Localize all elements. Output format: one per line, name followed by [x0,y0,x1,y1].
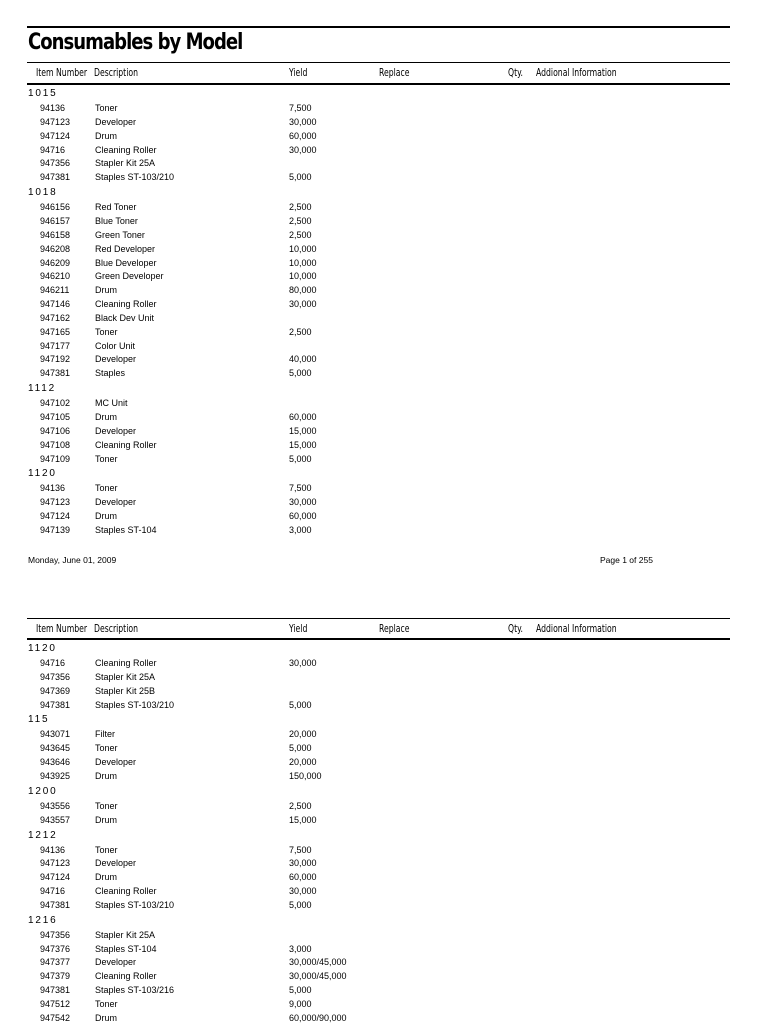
table-row [0,312,768,325]
col-yield: Yield [289,66,308,79]
description-cell: Developer [95,757,137,768]
description-cell: Developer [95,425,137,436]
item-number-cell: 947177 [40,340,71,351]
col-item-number: Item Number [36,622,88,635]
yield-cell: 10,000 [289,243,317,254]
table-row [0,102,768,115]
item-number-cell: 947192 [40,354,71,365]
item-number-cell: 947356 [40,671,71,682]
item-number-cell: 947105 [40,412,71,422]
item-number-cell: 943645 [40,743,71,754]
item-number-cell: 94136 [40,483,66,494]
model-heading: 1216 [28,914,58,926]
yield-cell: 30,000/45,000 [289,971,347,982]
model-heading: 1018 [28,187,58,199]
model-heading: 1015 [28,88,58,99]
description-cell: Developer [95,354,137,365]
page-title: Consumables by Model [28,30,243,55]
item-number-cell: 943925 [40,770,71,781]
table-row [0,171,768,184]
description-cell: Drum [95,1012,117,1023]
item-number-cell: 947106 [40,425,71,436]
description-cell: Cleaning Roller [95,658,157,668]
yield-cell: 15,000 [289,814,317,825]
title-rule [27,26,730,28]
item-number-cell: 947381 [40,699,71,710]
description-cell: Toner [95,800,118,811]
yield-cell: 3,000 [289,943,312,954]
item-number-cell: 947381 [40,899,71,910]
item-number-cell: 947162 [40,312,71,323]
col-replace: Replace [379,66,410,79]
description-cell: Toner [95,453,118,464]
item-number-cell: 947124 [40,130,71,141]
yield-cell: 150,000 [289,770,322,781]
item-number-cell: 947108 [40,439,71,450]
table-row [0,367,768,380]
description-cell: Toner [95,483,118,494]
table-row [0,742,768,755]
description-cell: Staples ST-103/210 [95,172,175,183]
item-number-cell: 947379 [40,971,71,982]
col-qty: Qty. [508,622,523,635]
col-additional-info: Addional Information [536,66,617,79]
column-header-row [0,622,768,638]
yield-cell: 60,000 [289,412,317,422]
col-additional-info: Addional Information [536,622,617,635]
yield-cell: 30,000 [289,116,317,127]
description-cell: Green Toner [95,229,145,240]
yield-cell: 7,500 [289,103,312,113]
table-row [0,984,768,997]
table-row [0,943,768,956]
table-row [0,215,768,228]
table-row [0,439,768,452]
table-row [0,899,768,912]
yield-cell: 5,000 [289,699,312,710]
yield-cell: 30,000 [289,886,317,897]
table-row [0,326,768,339]
description-cell: Staples ST-103/210 [95,899,175,910]
table-row [0,657,768,670]
item-number-cell: 947165 [40,326,71,337]
description-cell: Staples [95,368,126,379]
description-cell: Blue Toner [95,215,138,226]
table-row [0,998,768,1011]
description-cell: Developer [95,497,137,508]
item-number-cell: 947381 [40,985,71,996]
yield-cell: 2,500 [289,202,312,213]
description-cell: Green Developer [95,271,164,282]
table-row [0,270,768,283]
item-number-cell: 947109 [40,453,71,464]
yield-cell: 10,000 [289,257,317,268]
table-row [0,510,768,523]
model-heading: 1112 [28,383,56,395]
description-cell: Blue Developer [95,257,157,268]
description-cell: Developer [95,957,137,968]
yield-cell: 2,500 [289,326,312,337]
yield-cell: 15,000 [289,425,317,436]
model-heading: 1200 [28,785,58,797]
item-number-cell: 947381 [40,368,71,379]
table-row [0,929,768,942]
table-row [0,956,768,969]
item-number-cell: 947102 [40,398,71,409]
description-cell: Cleaning Roller [95,299,157,310]
footer-date: Monday, June 01, 2009 [28,555,117,565]
description-cell: Cleaning Roller [95,144,157,155]
item-number-cell: 94136 [40,103,66,113]
yield-cell: 5,000 [289,368,312,379]
table-row [0,243,768,256]
col-description: Description [94,622,138,635]
description-cell: Drum [95,412,117,422]
table-row [0,871,768,884]
description-cell: Filter [95,729,115,740]
description-cell: Staples ST-104 [95,943,157,954]
model-heading: 1120 [28,643,57,654]
yield-cell: 5,000 [289,985,312,996]
table-row [0,770,768,783]
description-cell: Developer [95,858,137,869]
description-cell: Drum [95,770,117,781]
description-cell: Drum [95,285,117,296]
description-cell: Toner [95,743,118,754]
description-cell: Drum [95,872,117,883]
description-cell: Cleaning Roller [95,886,157,897]
item-number-cell: 947369 [40,685,71,696]
table-row [0,1012,768,1025]
yield-cell: 30,000 [289,497,317,508]
item-number-cell: 946210 [40,271,71,282]
description-cell: Staples ST-103/210 [95,699,175,710]
table-row [0,970,768,983]
col-item-number: Item Number [36,66,88,79]
yield-cell: 7,500 [289,844,312,855]
yield-cell: 40,000 [289,354,317,365]
item-number-cell: 947542 [40,1012,71,1023]
item-number-cell: 943556 [40,800,71,811]
header-bottom-rule [27,83,730,85]
description-cell: Toner [95,844,118,855]
description-cell: Stapler Kit 25A [95,671,156,682]
yield-cell: 3,000 [289,524,312,535]
item-number-cell: 947123 [40,497,71,508]
yield-cell: 10,000 [289,271,317,282]
description-cell: Staples ST-104 [95,524,157,535]
item-number-cell: 94136 [40,844,66,855]
header-top-rule [27,618,730,619]
table-row [0,411,768,424]
yield-cell: 2,500 [289,229,312,240]
description-cell: Cleaning Roller [95,971,157,982]
table-row [0,284,768,297]
description-cell: Red Developer [95,243,156,254]
yield-cell: 60,000 [289,130,317,141]
description-cell: Cleaning Roller [95,439,157,450]
item-number-cell: 946209 [40,257,71,268]
description-cell: Toner [95,103,118,113]
table-row [0,201,768,214]
item-number-cell: 946156 [40,202,71,213]
yield-cell: 80,000 [289,285,317,296]
item-number-cell: 947356 [40,929,71,940]
yield-cell: 30,000 [289,299,317,310]
description-cell: Stapler Kit 25A [95,158,156,169]
yield-cell: 30,000 [289,858,317,869]
yield-cell: 5,000 [289,743,312,754]
col-replace: Replace [379,622,410,635]
description-cell: Red Toner [95,202,137,213]
description-cell: MC Unit [95,398,128,409]
description-cell: Color Unit [95,340,136,351]
yield-cell: 30,000 [289,144,317,155]
item-number-cell: 947381 [40,172,71,183]
col-yield: Yield [289,622,308,635]
yield-cell: 60,000/90,000 [289,1012,347,1023]
table-row [0,116,768,129]
table-row [0,353,768,366]
yield-cell: 60,000 [289,511,317,522]
description-cell: Developer [95,116,137,127]
model-heading: 1212 [28,829,58,841]
header-bottom-rule [27,638,730,640]
table-row [0,157,768,170]
table-row [0,130,768,143]
item-number-cell: 947356 [40,158,71,169]
yield-cell: 30,000 [289,658,317,668]
column-header-row [0,66,768,82]
table-row [0,885,768,898]
table-row [0,482,768,495]
yield-cell: 5,000 [289,172,312,183]
model-heading: 115 [28,714,50,726]
col-qty: Qty. [508,66,523,79]
yield-cell: 20,000 [289,757,317,768]
item-number-cell: 946157 [40,215,71,226]
yield-cell: 5,000 [289,899,312,910]
footer-page-number: Page 1 of 255 [600,555,653,565]
table-row [0,144,768,157]
table-row [0,229,768,242]
description-cell: Drum [95,511,117,522]
table-row [0,496,768,509]
item-number-cell: 947123 [40,858,71,869]
item-number-cell: 947146 [40,299,71,310]
table-row [0,844,768,857]
item-number-cell: 947139 [40,524,71,535]
item-number-cell: 943557 [40,814,71,825]
yield-cell: 2,500 [289,215,312,226]
yield-cell: 60,000 [289,872,317,883]
item-number-cell: 947512 [40,999,71,1009]
table-row [0,685,768,698]
table-row [0,814,768,827]
table-row [0,728,768,741]
description-cell: Toner [95,326,118,337]
item-number-cell: 94716 [40,144,66,155]
yield-cell: 7,500 [289,483,312,494]
yield-cell: 30,000/45,000 [289,957,347,968]
table-row [0,257,768,270]
table-row [0,524,768,537]
yield-cell: 15,000 [289,439,317,450]
description-cell: Stapler Kit 25A [95,929,156,940]
item-number-cell: 947124 [40,511,71,522]
item-number-cell: 943646 [40,757,71,768]
item-number-cell: 946208 [40,243,71,254]
item-number-cell: 943071 [40,729,71,740]
yield-cell: 5,000 [289,453,312,464]
yield-cell: 20,000 [289,729,317,740]
table-row [0,800,768,813]
item-number-cell: 94716 [40,658,66,668]
item-number-cell: 946158 [40,229,71,240]
col-description: Description [94,66,138,79]
yield-cell: 9,000 [289,999,312,1009]
yield-cell: 2,500 [289,800,312,811]
table-row [0,699,768,712]
table-row [0,425,768,438]
table-row [0,453,768,466]
description-cell: Drum [95,814,117,825]
item-number-cell: 947124 [40,872,71,883]
description-cell: Staples ST-103/216 [95,985,175,996]
table-row [0,756,768,769]
item-number-cell: 947376 [40,943,71,954]
table-row [0,671,768,684]
table-row [0,857,768,870]
item-number-cell: 946211 [40,285,70,296]
description-cell: Drum [95,130,117,141]
item-number-cell: 94716 [40,886,66,897]
description-cell: Toner [95,999,118,1009]
item-number-cell: 947123 [40,116,71,127]
table-row [0,298,768,311]
description-cell: Stapler Kit 25B [95,685,156,696]
item-number-cell: 947377 [40,957,71,968]
header-top-rule [27,62,730,63]
table-row [0,397,768,410]
description-cell: Black Dev Unit [95,312,155,323]
model-heading: 1120 [28,468,57,480]
table-row [0,340,768,353]
